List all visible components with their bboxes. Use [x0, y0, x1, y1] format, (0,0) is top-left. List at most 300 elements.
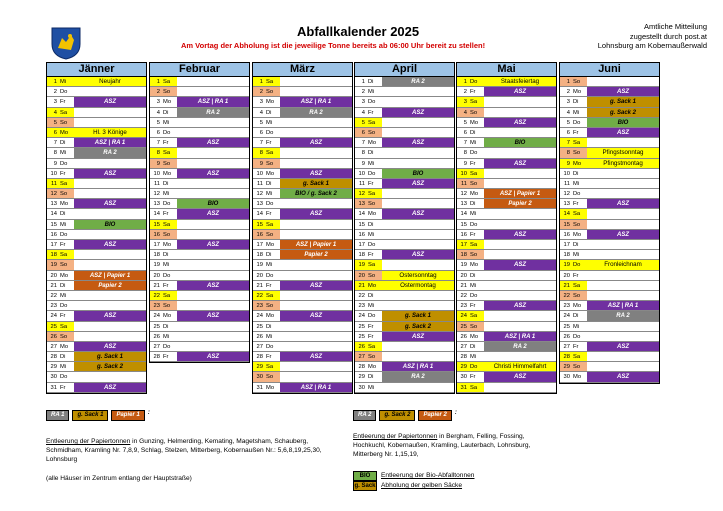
day-number: 18 — [47, 250, 59, 259]
weekday: Mi — [163, 262, 170, 269]
weekday: Do — [266, 272, 274, 279]
weekday: Sa — [265, 220, 280, 229]
day-row — [560, 77, 659, 87]
day-number: 9 — [463, 160, 467, 167]
weekday: Mi — [470, 282, 477, 289]
weekday: Sa — [59, 108, 74, 117]
empty-cell — [177, 291, 249, 300]
weekday: Do — [266, 343, 274, 350]
day-row — [150, 271, 249, 281]
day-number: 7 — [560, 138, 572, 147]
weekday: Do — [368, 242, 376, 248]
collection-asz: ASZ — [177, 311, 249, 320]
day-number: 28 — [460, 354, 467, 361]
weekday: So — [59, 332, 74, 341]
empty-cell — [280, 301, 352, 310]
day-row — [47, 260, 146, 270]
empty-cell — [280, 372, 352, 381]
day-row — [47, 250, 146, 260]
weekday: Fr — [266, 282, 272, 289]
day-number: 21 — [560, 281, 572, 290]
day-number: 20 — [355, 271, 367, 280]
day-number: 7 — [53, 140, 57, 147]
day-number: 4 — [259, 109, 263, 116]
day-row — [47, 322, 146, 332]
collection-hol: Pfingstsonntag — [587, 148, 659, 157]
day-row — [150, 189, 249, 199]
empty-cell — [74, 230, 146, 239]
day-row — [560, 311, 659, 321]
notice-line-3: Lohnsburg am Kobernaußerwald — [597, 41, 707, 50]
day-row — [47, 169, 146, 179]
collection-asz: ASZ — [382, 108, 454, 117]
empty-cell — [587, 240, 659, 249]
day-row — [47, 342, 146, 352]
day-row — [150, 148, 249, 158]
empty-cell — [74, 189, 146, 198]
day-row — [47, 271, 146, 281]
weekday: Mi — [368, 231, 375, 238]
collection-aszra1: ASZ | RA 1 — [587, 301, 659, 310]
weekday: Di — [573, 170, 579, 177]
day-number: 9 — [361, 160, 365, 167]
day-row — [560, 148, 659, 158]
day-row — [47, 291, 146, 301]
empty-cell — [177, 118, 249, 127]
day-number: 17 — [563, 242, 570, 248]
empty-cell — [177, 77, 249, 86]
day-number: 28 — [560, 352, 572, 361]
day-number: 12 — [47, 189, 59, 198]
day-row — [457, 159, 556, 169]
collection-asz: ASZ — [484, 159, 556, 168]
day-number: 14 — [460, 211, 467, 218]
empty-cell — [587, 352, 659, 361]
day-row — [457, 372, 556, 382]
collection-asz: ASZ — [177, 169, 249, 178]
empty-cell — [74, 322, 146, 331]
collection-sack1: g. Sack 1 — [280, 179, 352, 188]
empty-cell — [74, 209, 146, 218]
day-row — [253, 362, 352, 372]
collection-asz: ASZ — [382, 179, 454, 188]
day-row — [355, 311, 454, 321]
day-row — [47, 372, 146, 382]
paper-heading-right: Entleerung der Papiertonnen — [353, 433, 438, 440]
day-number: 9 — [560, 159, 572, 168]
weekday: So — [265, 301, 280, 310]
collection-asz: ASZ — [587, 230, 659, 239]
day-number: 16 — [358, 231, 365, 238]
day-number: 30 — [460, 374, 467, 381]
empty-cell — [587, 77, 659, 86]
paper-note-left: (alle Häuser im Zentrum entlang der Hauptstraße) — [46, 475, 192, 482]
weekday: Sa — [265, 148, 280, 157]
empty-cell — [382, 260, 454, 269]
day-row — [47, 128, 146, 138]
day-number: 1 — [457, 77, 469, 86]
day-number: 3 — [259, 99, 263, 106]
weekday: Mo — [59, 128, 74, 137]
day-row — [47, 362, 146, 372]
weekday: Sa — [162, 77, 177, 86]
key-bio — [353, 471, 474, 480]
weekday: Mi — [60, 221, 67, 228]
month-4 — [456, 62, 557, 394]
weekday: So — [367, 199, 382, 208]
day-row — [47, 301, 146, 311]
empty-cell — [382, 342, 454, 351]
paper-heading-left: Entleerung der Papiertonnen — [46, 438, 131, 445]
empty-cell — [74, 250, 146, 259]
collection-asz: ASZ — [484, 87, 556, 96]
collection-sack2: g. Sack 2 — [74, 362, 146, 371]
collection-asz: ASZ — [74, 383, 146, 392]
weekday: Mi — [266, 262, 273, 269]
day-row — [355, 230, 454, 240]
day-row — [560, 322, 659, 332]
collection-asz: ASZ — [280, 138, 352, 147]
weekday: Mi — [60, 150, 67, 157]
empty-cell — [177, 179, 249, 188]
empty-cell — [587, 250, 659, 259]
day-row — [457, 332, 556, 342]
day-row — [47, 159, 146, 169]
legend-sack2: g. Sack 2 — [379, 410, 415, 421]
day-number: 11 — [563, 180, 570, 187]
day-number: 1 — [47, 77, 59, 86]
day-number: 13 — [355, 199, 367, 208]
weekday: Fr — [470, 160, 476, 167]
day-row — [355, 138, 454, 148]
day-row — [253, 301, 352, 311]
collection-asz: ASZ — [74, 240, 146, 249]
weekday: Di — [266, 109, 272, 116]
empty-cell — [587, 138, 659, 147]
day-row — [150, 118, 249, 128]
legend-colon: : — [454, 410, 457, 416]
weekday: Sa — [162, 291, 177, 300]
weekday: So — [265, 230, 280, 239]
collection-aszpap1: ASZ | Papier 1 — [484, 189, 556, 198]
day-row — [355, 189, 454, 199]
empty-cell — [280, 199, 352, 208]
weekday: Fr — [470, 89, 476, 96]
day-row — [47, 209, 146, 219]
day-row — [150, 301, 249, 311]
weekday: Do — [60, 160, 68, 167]
weekday: Do — [163, 129, 171, 136]
collection-asz: ASZ — [280, 209, 352, 218]
day-number: 5 — [355, 118, 367, 127]
weekday: So — [265, 87, 280, 96]
day-row — [457, 179, 556, 189]
day-number: 25 — [47, 322, 59, 331]
day-row — [457, 301, 556, 311]
day-row — [457, 281, 556, 291]
day-row — [560, 108, 659, 118]
weekday: Do — [368, 99, 376, 106]
day-row — [355, 250, 454, 260]
empty-cell — [177, 322, 249, 331]
day-number: 12 — [256, 191, 263, 198]
weekday: Mi — [266, 119, 273, 126]
day-number: 14 — [50, 211, 57, 218]
day-number: 28 — [358, 364, 365, 371]
key-bio-label: Entleerung der Bio-Abfalltonnen — [381, 472, 475, 479]
empty-cell — [382, 189, 454, 198]
day-row — [560, 372, 659, 382]
day-row — [560, 230, 659, 240]
empty-cell — [382, 128, 454, 137]
empty-cell — [177, 148, 249, 157]
weekday: Di — [470, 201, 476, 208]
weekday: Di — [368, 79, 374, 85]
day-number: 16 — [460, 231, 467, 238]
day-row — [150, 77, 249, 87]
weekday: Mo — [470, 191, 479, 198]
day-number: 31 — [457, 383, 469, 392]
day-number: 23 — [563, 303, 570, 310]
day-number: 17 — [358, 242, 365, 248]
weekday: So — [469, 322, 484, 331]
day-row — [560, 291, 659, 301]
day-number: 29 — [50, 364, 57, 371]
day-row — [253, 322, 352, 332]
day-row — [457, 138, 556, 148]
collection-asz: ASZ — [177, 281, 249, 290]
day-number: 18 — [153, 252, 160, 259]
empty-cell — [280, 362, 352, 371]
empty-cell — [74, 372, 146, 381]
day-row — [253, 128, 352, 138]
day-row — [355, 148, 454, 158]
weekday: Mo — [163, 170, 172, 177]
weekday: Fr — [60, 313, 66, 320]
day-row — [253, 118, 352, 128]
empty-cell — [382, 220, 454, 229]
weekday: Mo — [573, 303, 582, 310]
empty-cell — [587, 281, 659, 290]
weekday: Do — [470, 292, 478, 299]
day-number: 7 — [463, 140, 467, 147]
day-number: 12 — [460, 191, 467, 198]
empty-cell — [587, 332, 659, 341]
day-row — [47, 240, 146, 250]
day-row — [457, 87, 556, 97]
day-number: 2 — [361, 89, 365, 96]
weekday: Mo — [163, 313, 172, 320]
day-number: 26 — [256, 333, 263, 340]
weekday: Di — [60, 211, 66, 218]
empty-cell — [382, 301, 454, 310]
weekday: Sa — [265, 362, 280, 371]
notice-line-1: Amtliche Mitteilung — [644, 22, 707, 31]
weekday: Mi — [163, 191, 170, 198]
empty-cell — [382, 199, 454, 208]
weekday: Fr — [60, 242, 66, 248]
collection-bio: BIO — [382, 169, 454, 178]
day-number: 27 — [355, 352, 367, 361]
day-number: 20 — [153, 272, 160, 279]
weekday: Sa — [469, 169, 484, 178]
day-row — [355, 271, 454, 281]
day-row — [47, 352, 146, 362]
empty-cell — [280, 118, 352, 127]
weekday: Mi — [470, 211, 477, 218]
empty-cell — [177, 332, 249, 341]
collection-asz: ASZ — [587, 199, 659, 208]
day-row — [47, 77, 146, 87]
day-row — [47, 220, 146, 230]
collection-asz: ASZ — [382, 250, 454, 259]
weekday: Mo — [266, 384, 275, 391]
day-row — [355, 322, 454, 332]
weekday: Do — [573, 191, 581, 198]
empty-cell — [382, 291, 454, 300]
municipal-crest-icon — [50, 26, 82, 60]
month-2 — [252, 62, 353, 394]
day-number: 11 — [358, 180, 365, 187]
day-number: 16 — [150, 230, 162, 239]
collection-pap2: Papier 2 — [280, 250, 352, 259]
collection-aszpap1: ASZ | Papier 1 — [74, 271, 146, 280]
day-number: 5 — [259, 119, 263, 126]
month-header: Jänner — [47, 63, 146, 77]
weekday: Mi — [60, 364, 67, 371]
weekday: Mi — [368, 303, 375, 310]
weekday: So — [59, 118, 74, 127]
weekday: Di — [60, 282, 66, 289]
day-number: 26 — [47, 332, 59, 341]
empty-cell — [587, 271, 659, 280]
day-row — [355, 362, 454, 372]
day-number: 19 — [560, 260, 572, 269]
day-row — [150, 97, 249, 107]
day-row — [355, 281, 454, 291]
day-number: 8 — [253, 148, 265, 157]
empty-cell — [177, 159, 249, 168]
weekday: Di — [163, 109, 169, 116]
weekday: Mo — [60, 201, 69, 208]
day-number: 2 — [463, 89, 467, 96]
day-row — [355, 342, 454, 352]
weekday: So — [469, 250, 484, 259]
collection-hol: Ostersonntag — [382, 271, 454, 280]
page-title: Abfallkalender 2025 — [297, 24, 420, 39]
day-row — [253, 271, 352, 281]
weekday: Mo — [572, 159, 587, 168]
day-row — [560, 260, 659, 270]
day-row — [560, 97, 659, 107]
weekday: Mi — [60, 292, 67, 299]
day-number: 26 — [563, 333, 570, 340]
key-sack-swatch: g. Sack — [354, 482, 376, 489]
day-row — [355, 97, 454, 107]
weekday: So — [59, 260, 74, 269]
day-number: 9 — [150, 159, 162, 168]
empty-cell — [484, 169, 556, 178]
weekday: Di — [266, 180, 272, 187]
day-number: 24 — [358, 313, 365, 320]
weekday: Do — [266, 201, 274, 208]
weekday: Mi — [470, 354, 477, 361]
day-row — [150, 352, 249, 362]
day-number: 5 — [463, 119, 467, 126]
day-row — [457, 108, 556, 118]
weekday: Do — [470, 221, 478, 228]
day-number: 14 — [153, 211, 160, 218]
day-number: 16 — [563, 231, 570, 238]
collection-sack1: g. Sack 1 — [587, 97, 659, 106]
day-number: 11 — [457, 179, 469, 188]
weekday: Mo — [367, 281, 382, 290]
day-number: 19 — [47, 260, 59, 269]
empty-cell — [177, 250, 249, 259]
day-row — [150, 169, 249, 179]
weekday: Di — [573, 242, 579, 248]
weekday: Do — [60, 89, 68, 96]
day-number: 19 — [256, 262, 263, 269]
empty-cell — [587, 220, 659, 229]
weekday: Sa — [162, 220, 177, 229]
day-number: 15 — [150, 220, 162, 229]
weekday: Mi — [266, 191, 273, 198]
day-number: 18 — [358, 252, 365, 259]
weekday: Sa — [572, 209, 587, 218]
day-number: 2 — [150, 87, 162, 96]
day-number: 19 — [355, 260, 367, 269]
day-number: 11 — [256, 180, 263, 187]
empty-cell — [484, 383, 556, 392]
day-number: 17 — [457, 240, 469, 249]
empty-cell — [74, 332, 146, 341]
day-number: 15 — [460, 221, 467, 228]
day-number: 12 — [153, 191, 160, 198]
weekday: Fr — [573, 201, 579, 208]
day-row — [253, 108, 352, 118]
day-number: 15 — [253, 220, 265, 229]
collection-asz: ASZ — [484, 372, 556, 381]
weekday: Di — [368, 292, 374, 299]
day-row — [355, 301, 454, 311]
day-row — [560, 169, 659, 179]
day-number: 21 — [355, 281, 367, 290]
day-row — [560, 87, 659, 97]
legend-sack1: g. Sack 1 — [72, 410, 108, 421]
weekday: Mo — [163, 99, 172, 106]
day-row — [457, 271, 556, 281]
empty-cell — [587, 322, 659, 331]
day-row — [253, 138, 352, 148]
day-row — [253, 260, 352, 270]
day-number: 25 — [457, 322, 469, 331]
month-header: Februar — [150, 63, 249, 77]
day-number: 24 — [256, 313, 263, 320]
paper-area-right — [353, 432, 558, 459]
day-row — [253, 383, 352, 393]
day-number: 15 — [560, 220, 572, 229]
weekday: Mo — [470, 333, 479, 340]
day-row — [150, 332, 249, 342]
day-row — [150, 291, 249, 301]
weekday: Sa — [572, 352, 587, 361]
weekday: Di — [163, 252, 169, 259]
key-sack — [353, 481, 462, 490]
weekday: Mo — [266, 170, 275, 177]
day-row — [150, 311, 249, 321]
day-row — [560, 342, 659, 352]
